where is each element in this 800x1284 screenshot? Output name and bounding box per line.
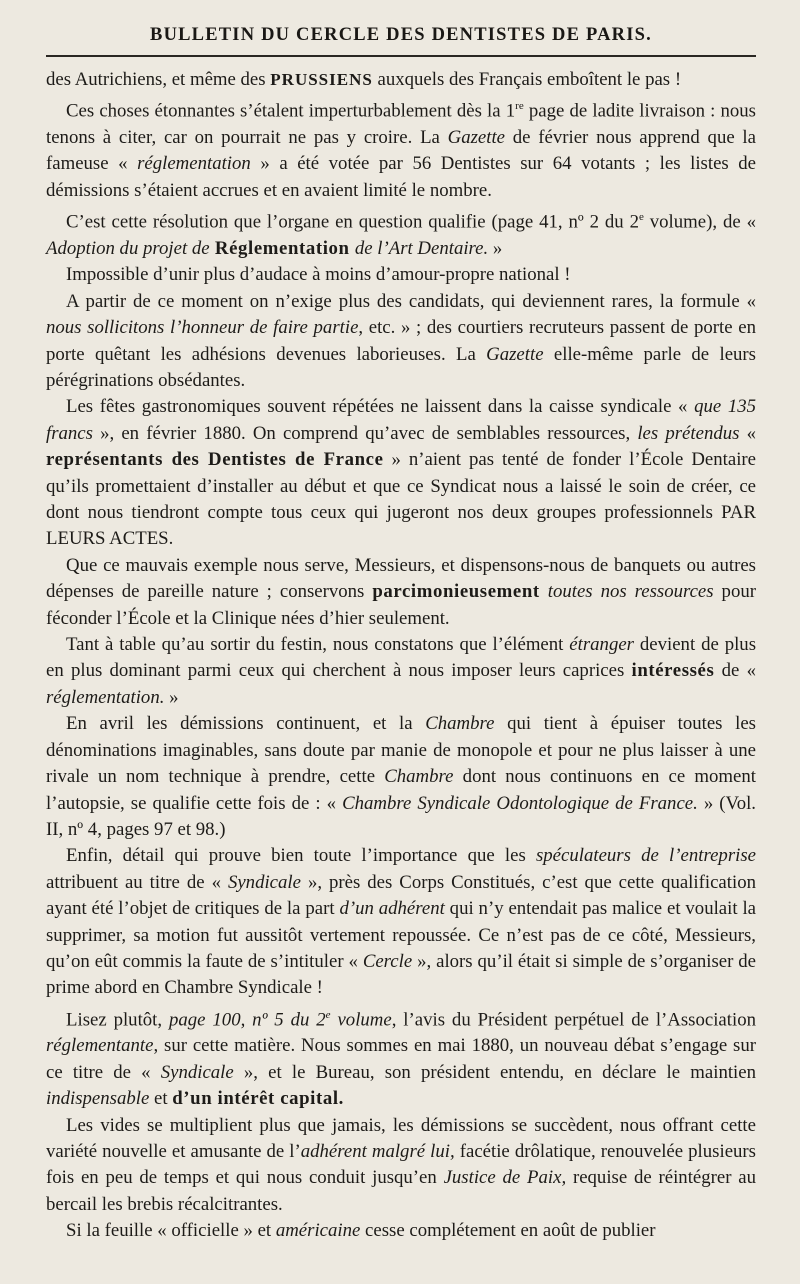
paragraph-7: Que ce mauvais exemple nous serve, Messieurs, et dispensons-nous de banquets ou autres dépenses de pareille nature ; conservons parcimonieusement toutes nos ressources pour féconder l’École et la Clinique nées d’hier seulement. bbox=[46, 554, 756, 629]
paragraph-4: Impossible d’unir plus d’audace à moins d’amour-propre national ! bbox=[66, 264, 571, 286]
paragraph-5: A partir de ce moment on n’exige plus des candidats, qui deviennent rares, la formule « nous sollicitons l’honneur de faire partie, etc. » ; des courtiers recruteurs passent de porte en porte quêtant les adhésions devenues laborieuses. La Gazette elle-même parle de leurs pérégrinations obsédantes. bbox=[46, 290, 756, 391]
paragraph-11: Lisez plutôt, page 100, nº 5 du 2e volume, l’avis du Président perpétuel de l’Association réglementante, sur cette matière. Nous sommes en mai 1880, un nouveau débat s’engage sur ce titre de « Syndicale », et le Bureau, son président entendu, en déclare le maintien indispensable et d’un intérêt capital. bbox=[46, 1008, 756, 1110]
paragraph-10: Enfin, détail qui prouve bien toute l’importance que les spéculateurs de l’entreprise attribuent au titre de « Syndicale », près des Corps Constitués, c’est que cette qualification ayant été l’objet de critiques de la part d’un adhérent qui n’y entendait pas malice et voulait la supprimer, sa motion fut aussitôt vertement repoussée. Ce n’est pas de ce côté, Messieurs, qu’on eût commis la faute de s’intituler « Cercle », alors qu’il était si simple de s’organiser de prime abord en Chambre Syndicale ! bbox=[46, 845, 757, 999]
paragraph-3: C’est cette résolution que l’organe en question qualifie (page 41, nº 2 du 2e volume), de « Adoption du projet de Réglementation de l’Art Dentaire. » bbox=[46, 211, 756, 259]
paragraph-8: Tant à table qu’au sortir du festin, nous constatons que l’élément étranger devient de plus en plus dominant parmi ceux qui cherchent à nous imposer leurs caprices intéressés de « réglementation. » bbox=[46, 634, 757, 708]
paragraph-2: Ces choses étonnantes s’étalent imperturbablement dès la 1re page de ladite livraison : nous tenons à citer, car on pourrait ne pas y croire. La Gazette de février nous apprend que la fameuse « réglementation » a été votée par 56 Dentistes sur 64 votants ; les listes de démissions s’étaient accrues et en avaient limité le nombre. bbox=[46, 100, 756, 201]
paragraph-9: En avril les démissions continuent, et la Chambre qui tient à épuiser toutes les dénominations imaginables, sans doute par manie de monopole et pour ne plus laisser à une rivale un nom technique à prendre, cette Chambre dont nous continuons en ce moment l’autopsie, se qualifie cette fois de : « Chambre Syndicale Odontologique de France. » (Vol. II, nº 4, pages 97 et 98.) bbox=[46, 713, 756, 840]
article-body bbox=[46, 67, 756, 1245]
header-rule bbox=[46, 55, 756, 57]
page bbox=[46, 0, 756, 1245]
paragraph-13: Si la feuille « officielle » et américaine cesse complétement en août de publier bbox=[66, 1220, 656, 1242]
paragraph-1: des Autrichiens, et même des PRUSSIENS auxquels des Français emboîtent le pas ! bbox=[46, 69, 682, 90]
paragraph-12: Les vides se multiplient plus que jamais, les démissions se succèdent, nous offrant cette variété nouvelle et amusante de l’adhérent malgré lui, facétie drôlatique, renouvelée plusieurs fois en peu de temps et qui nous conduit jusqu’en Justice de Paix, requise de réintégrer au bercail les brebis récalcitrantes. bbox=[46, 1114, 757, 1215]
running-header: BULLETIN DU CERCLE DES DENTISTES DE PARIS. bbox=[150, 25, 652, 45]
paragraph-6: Les fêtes gastronomiques souvent répétées ne laissent dans la caisse syndicale « que 135 francs », en février 1880. On comprend qu’avec de semblables ressources, les prétendus « représentants des Dentistes de France » n’aient pas tenté de fonder l’École Dentaire qu’ils promettaient d’installer au début et que ce Syndicat nous a laissé le soin de créer, ce dont nous tiendront compte tous ceux qui jugeront nos deux groupes professionnels PAR LEURS ACTES. bbox=[46, 396, 756, 550]
